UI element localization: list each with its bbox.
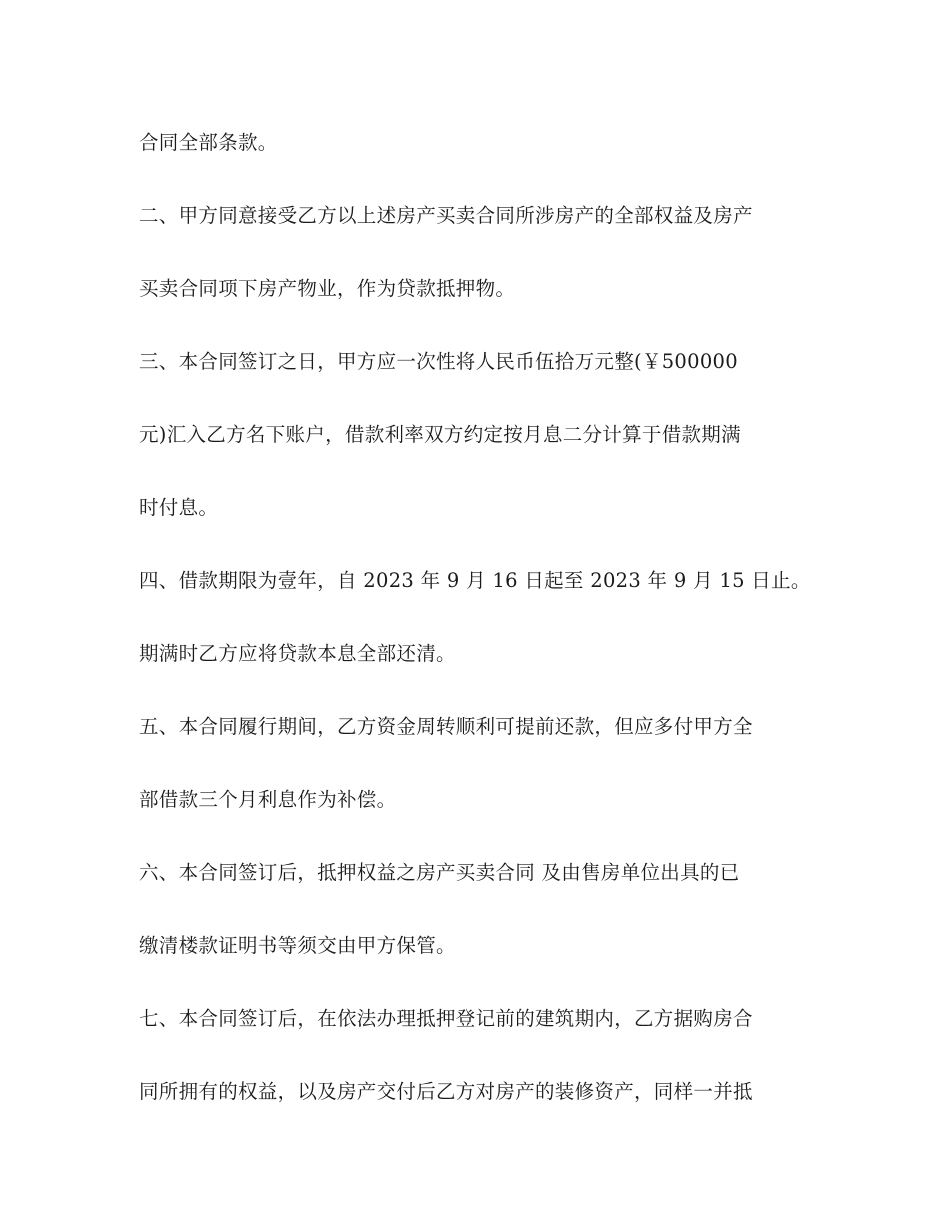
text-line: 四、借款期限为壹年，自 2023 年 9 月 16 日起至 2023 年 9 月 15 日止。 — [139, 569, 811, 592]
text-line: 同所拥有的权益，以及房产交付后乙方对房产的装修资产，同样一并抵 — [139, 1080, 753, 1103]
text-line: 缴清楼款证明书等须交由甲方保管。 — [139, 934, 456, 957]
text-line: 合同全部条款。 — [139, 131, 278, 154]
text-line: 期满时乙方应将贷款本息全部还清。 — [139, 642, 456, 665]
text-line: 六、本合同签订后，抵押权益之房产买卖合同 及由售房单位出具的已 — [139, 861, 740, 884]
text-line: 五、本合同履行期间，乙方资金周转顺利可提前还款，但应多付甲方全 — [139, 715, 753, 738]
text-line: 买卖合同项下房产物业，作为贷款抵押物。 — [139, 277, 516, 300]
text-line: 部借款三个月利息作为补偿。 — [139, 788, 397, 811]
text-line: 时付息。 — [139, 496, 219, 519]
text-line: 七、本合同签订后，在依法办理抵押登记前的建筑期内，乙方据购房合 — [139, 1007, 753, 1030]
text-line: 元)汇入乙方名下账户，借款利率双方约定按月息二分计算于借款期满 — [139, 423, 741, 446]
text-line: 三、本合同签订之日，甲方应一次性将人民币伍拾万元整(￥500000 — [139, 350, 738, 373]
text-line: 二、甲方同意接受乙方以上述房产买卖合同所涉房产的全部权益及房产 — [139, 204, 753, 227]
